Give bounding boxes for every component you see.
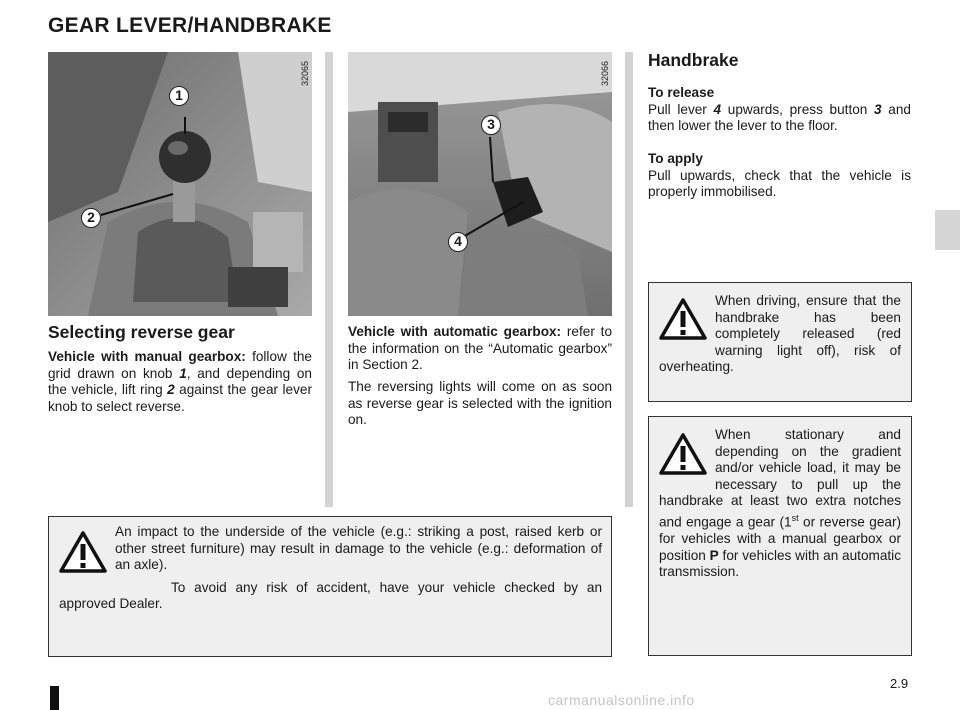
ref-number: 3 [874,101,882,117]
column-divider [625,52,633,507]
warning-text [59,524,602,613]
text: An impact to the underside of the vehicle (e.g.: striking a post, raised kerb or other street furniture) may result in damage to the vehicle (e.g.: deformation of an axle). [115,524,602,573]
text: and then lower the lever to the floor. [648,101,911,133]
section-heading: Handbrake [648,50,739,70]
text: When stationary and depending on the gradient and/or vehicle load, it may be necessary to pull up the handbrake at least two extra notches and engage a gear (1 [659,427,901,530]
release-text [648,85,911,135]
text: To avoid any risk of accident, have your vehicle checked by an approved Dealer. [59,579,602,612]
subheading: To apply [648,151,703,166]
manual-gearbox-text [48,349,312,415]
label: Vehicle with automatic gearbox: [348,324,562,339]
text: against the gear lever knob to select reverse. [48,382,312,414]
ref-number: 4 [713,101,722,117]
callout-3: 3 [481,115,501,135]
warning-text [659,427,901,581]
subheading: To release [648,85,715,100]
warning-box-driving [648,282,912,402]
gear-position: P [709,547,719,563]
handbrake-photo [348,52,612,316]
apply-text [648,151,911,201]
text: refer to the information on the “Automatic gearbox” in Section 2. [348,324,613,372]
warning-text [659,293,901,376]
label: Vehicle with manual gearbox: [48,349,246,364]
ref-number: 2 [167,382,175,397]
text: for vehicles with an automatic transmission. [659,547,901,580]
text: upwards, press button [721,101,875,117]
footer-mark [50,686,59,710]
figure-number: 32065 [300,60,310,86]
text: , and depending on the vehicle, lift ring [48,365,312,397]
callout-4: 4 [448,232,468,252]
text: or reverse gear) for vehicles with a manual gearbox or position [659,514,901,563]
text: When driving, ensure that the handbrake has been completely released (red warning light off), risk of overheating. [659,293,901,375]
ref-number: 1 [179,365,187,381]
text: Pull upwards, check that the vehicle is properly immobilised. [648,167,911,199]
text: Pull lever [648,101,714,117]
automatic-gearbox-text [348,324,612,374]
section-heading: Selecting reverse gear [48,322,235,342]
column-divider [325,52,333,507]
warning-box-stationary [648,416,912,656]
figure-number: 32066 [600,60,610,86]
gear-lever-photo [48,52,312,316]
superscript: st [791,512,799,523]
text: follow the grid drawn on knob [48,349,312,381]
page-title: GEAR LEVER/HANDBRAKE [48,14,332,37]
section-tab [935,210,960,250]
callout-2: 2 [81,208,101,228]
reversing-lights-text: The reversing lights will come on as soon as reverse gear is selected with the ignition on. [348,379,612,427]
page-number: 2.9 [890,676,909,691]
warning-box-impact [48,516,612,657]
watermark: carmanualsonline.info [548,692,695,708]
callout-1: 1 [169,86,189,106]
